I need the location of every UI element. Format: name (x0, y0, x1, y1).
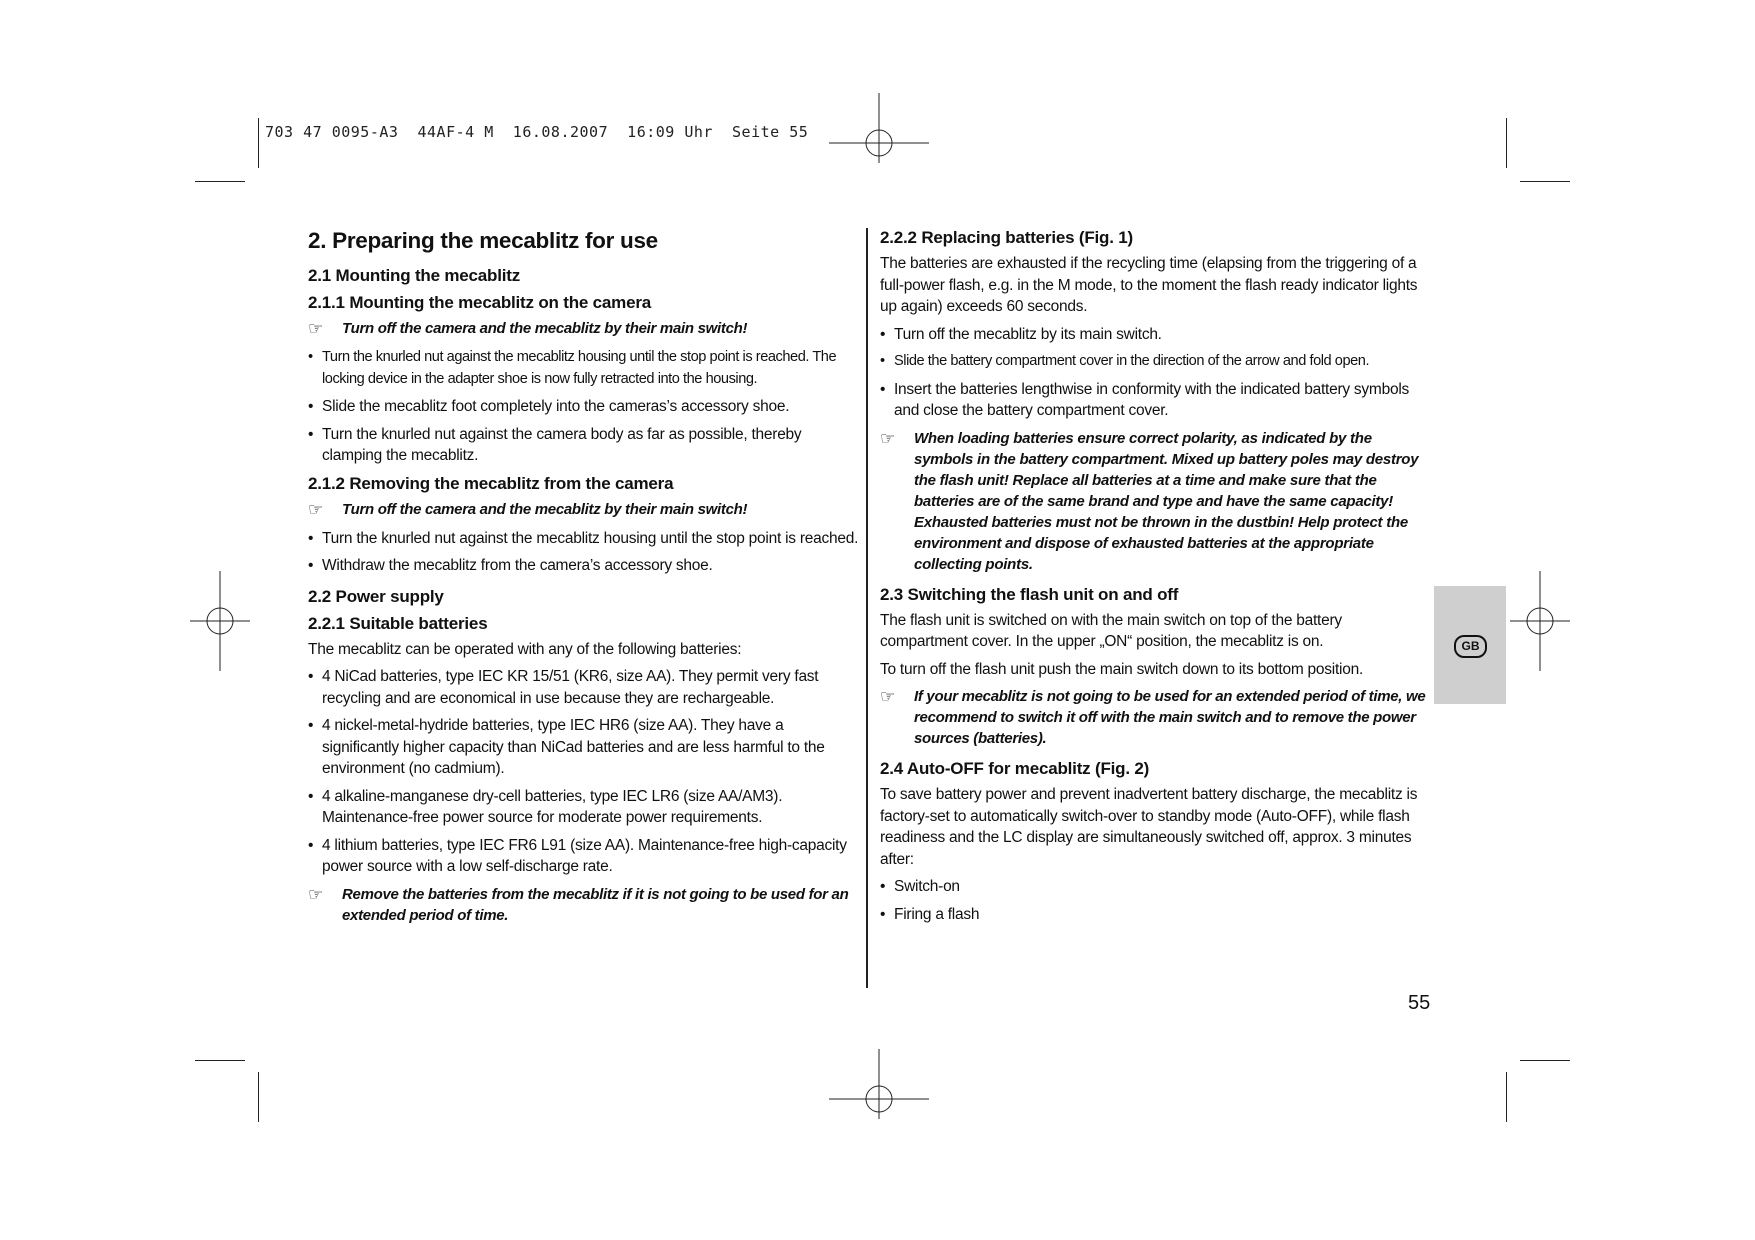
paragraph: The flash unit is switched on with the main switch on top of the battery compartment cover. In the upper „ON“ position, the mecablitz is on. (880, 611, 1342, 650)
note (880, 686, 1430, 749)
bullet-list (308, 347, 863, 467)
crop-mark-top-left-h (195, 181, 245, 182)
list-item: • 4 lithium batteries, type IEC FR6 L91 (size AA). Maintenance-free high-capacity power source with a low self-discharge rate. (308, 835, 863, 878)
bullet-list (308, 666, 863, 878)
page-number: 55 (1408, 992, 1431, 1014)
list-item: • Slide the battery compartment cover in the direction of the arrow and fold open. (880, 351, 1430, 373)
note-text: If your mecablitz is not going to be used for an extended period of time, we recommend to switch it off with the main switch and to remove the power sources (batteries). (914, 688, 1426, 747)
pointing-hand-icon: ☞ (308, 884, 324, 904)
list-item: • Insert the batteries lengthwise in conformity with the indicated battery symbols and close the battery compartment cover. (880, 379, 1430, 422)
list-item: • Withdraw the mecablitz from the camera’s accessory shoe. (308, 555, 863, 577)
print-slug: 703 47 0095-A3 44AF-4 M 16.08.2007 16:09 Uhr Seite 55 (265, 123, 809, 141)
section-heading: 2.1 Mounting the mecablitz (308, 266, 521, 285)
subsection-heading: 2.2.2 Replacing batteries (Fig. 1) (880, 228, 1133, 247)
registration-mark-top (829, 93, 929, 193)
page-title: 2. Preparing the mecablitz for use (308, 228, 658, 253)
crop-mark-bottom-left-v (258, 1072, 259, 1122)
right-column (880, 228, 1430, 931)
list-item: • 4 alkaline-manganese dry-cell batteries, type IEC LR6 (size AA/AM3). Maintenance-free power source for moderate power requirements. (308, 786, 863, 829)
note (880, 428, 1430, 575)
list-item: • Switch-on (880, 876, 1430, 898)
list-item: • Firing a flash (880, 904, 1430, 926)
language-tab (1434, 586, 1506, 704)
note-text: Remove the batteries from the mecablitz if it is not going to be used for an extended period of time. (342, 885, 849, 924)
note (308, 499, 863, 520)
crop-mark-bottom-right-v (1506, 1072, 1507, 1122)
list-item: • Slide the mecablitz foot completely into the cameras’s accessory shoe. (308, 396, 863, 418)
subsection-heading: 2.2.1 Suitable batteries (308, 613, 488, 633)
list-item: • Turn off the mecablitz by its main switch. (880, 324, 1430, 346)
pointing-hand-icon: ☞ (308, 319, 324, 338)
left-column (308, 228, 863, 934)
pointing-hand-icon: ☞ (880, 687, 896, 706)
note (308, 884, 863, 926)
section-heading: 2.3 Switching the flash unit on and off (880, 584, 1179, 604)
crop-mark-top-left-v (258, 118, 259, 168)
pointing-hand-icon: ☞ (880, 428, 896, 448)
section-heading: 2.4 Auto-OFF for mecablitz (Fig. 2) (880, 759, 1150, 778)
subsection-heading: 2.1.1 Mounting the mecablitz on the camera (308, 293, 652, 312)
language-badge: GB (1454, 635, 1487, 658)
note-text: Turn off the camera and the mecablitz by their main switch! (342, 320, 748, 337)
list-item: • 4 nickel-metal-hydride batteries, type IEC HR6 (size AA). They have a significantly higher capacity than NiCad batteries and are less harmful to the environment (no cadmium). (308, 715, 863, 780)
paragraph: To turn off the flash unit push the main switch down to its bottom position. (880, 660, 1364, 678)
list-item: • Turn the knurled nut against the camera body as far as possible, thereby clamping the mecablitz. (308, 424, 863, 467)
crop-mark-bottom-right-h (1520, 1060, 1570, 1061)
crop-mark-bottom-left-h (195, 1060, 245, 1061)
paragraph: To save battery power and prevent inadvertent battery discharge, the mecablitz is factory-set to automatically switch-over to standby mode (Auto-OFF), while flash readiness and the LC display are simultaneously switched off, approx. 3 minutes after: (880, 786, 1418, 868)
bullet-list (880, 876, 1430, 925)
note-paragraph: When loading batteries ensure correct polarity, as indicated by the symbols in the battery compartment. Mixed up battery poles may destroy the flash unit! Replace all batteries at a time and make sure that the batteries are of the same brand and type and have the same capacity! (914, 429, 1419, 510)
paragraph: The mecablitz can be operated with any of the following batteries: (308, 640, 742, 658)
note-text: Turn off the camera and the mecablitz by their main switch! (342, 500, 748, 518)
crop-mark-top-right-v (1506, 118, 1507, 168)
bullet-list (308, 528, 863, 577)
note-paragraph: Exhausted batteries must not be thrown in the dustbin! Help protect the environment and dispose of exhausted batteries at the appropriate collecting points. (914, 513, 1408, 573)
registration-mark-left (170, 571, 270, 671)
crop-mark-top-right-h (1520, 181, 1570, 182)
note-text (914, 428, 1430, 575)
bullet-list (880, 324, 1430, 422)
registration-mark-bottom (829, 1049, 929, 1149)
list-item: • 4 NiCad batteries, type IEC KR 15/51 (KR6, size AA). They permit very fast recycling and are economical in use because they are rechargeable. (308, 666, 863, 709)
section-heading: 2.2 Power supply (308, 586, 444, 606)
subsection-heading: 2.1.2 Removing the mecablitz from the camera (308, 473, 674, 493)
list-item: • Turn the knurled nut against the mecablitz housing until the stop point is reached. The locking device in the adapter shoe is now fully retracted into the housing. (308, 347, 863, 390)
paragraph: The batteries are exhausted if the recycling time (elapsing from the triggering of a full-power flash, e.g. in the M mode, to the moment the flash ready indicator lights up again) exceeds 60 seconds. (880, 255, 1418, 315)
column-divider (866, 228, 868, 988)
note (308, 318, 863, 339)
list-item: • Turn the knurled nut against the mecablitz housing until the stop point is reached. (308, 528, 863, 550)
pointing-hand-icon: ☞ (308, 499, 324, 519)
